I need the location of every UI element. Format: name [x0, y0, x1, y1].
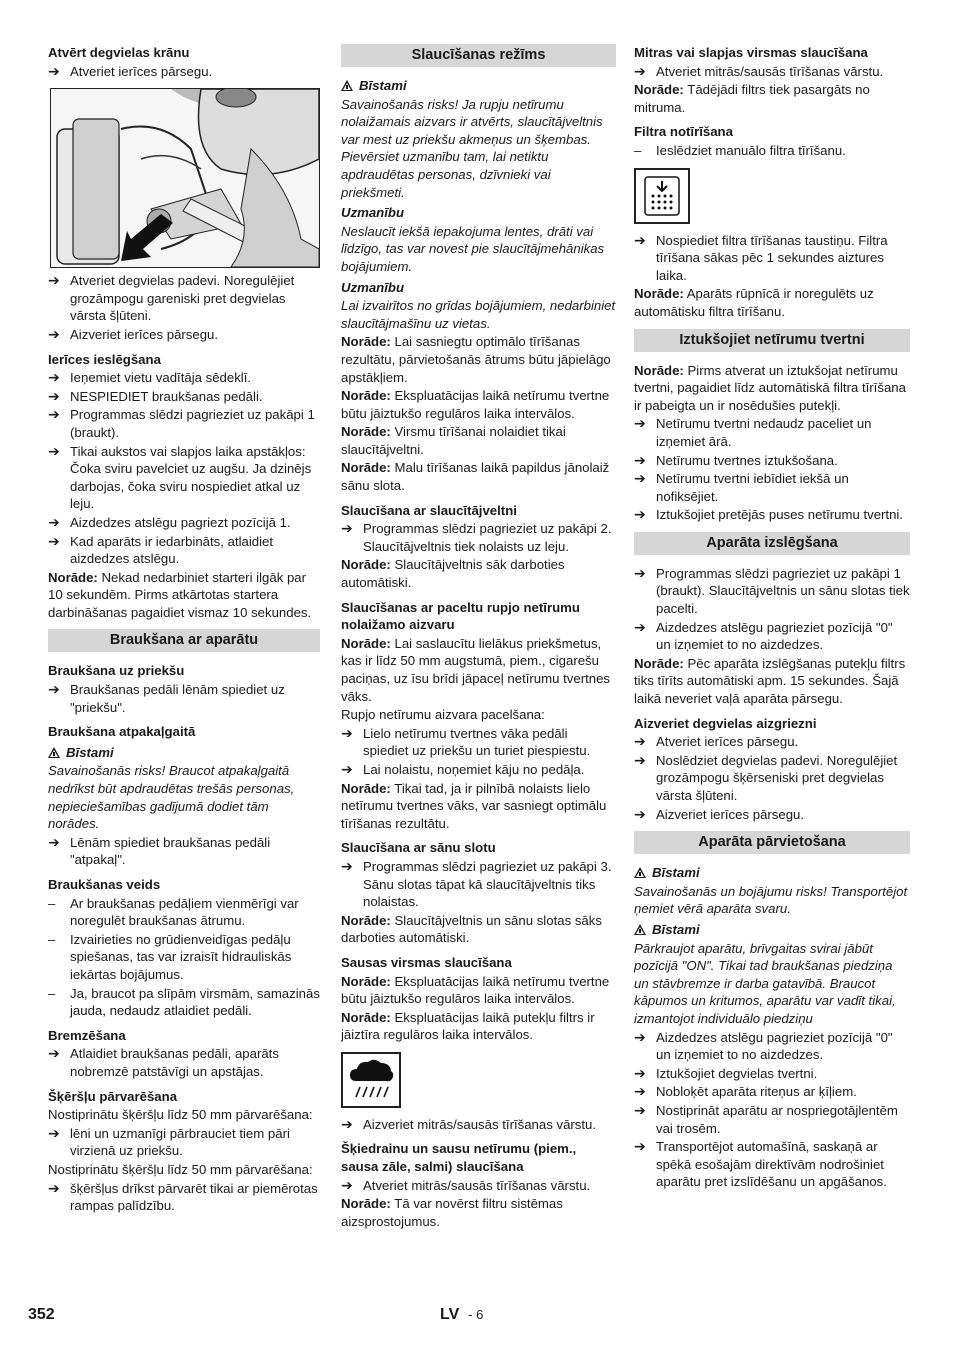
danger-text: Savainošanās risks! Braucot atpakaļgaitā nedrīkst būt apdraudētas trešās personas, nepieciešamības gadījumā dodiet tām norādes. [48, 763, 295, 832]
subheading: Filtra notīrīšana [634, 124, 733, 140]
subheading: Bremzēšana [48, 1027, 126, 1043]
step: ➔ NESPIEDIET braukšanas pedāli. [48, 387, 263, 404]
arrow-right-icon: ➔ [48, 272, 60, 289]
arrow-right-icon: ➔ [48, 325, 60, 342]
subheading: Mitras vai slapjas virsmas slaucīšana [634, 45, 868, 60]
note: Norāde: Malu tīrīšanas laikā papildus jānolaiž sānu slota. [341, 460, 610, 494]
arrow-right-icon: ➔ [634, 451, 646, 468]
step: ➔ Aizdedzes atslēgu pagriezt pozīcijā 1. [48, 513, 291, 530]
note: Norāde: Lai sasniegtu optimālo tīrīšanas rezultātu, pārvietošanās ātrums būtu jāpielāgo apstākļiem. [341, 334, 611, 385]
subheading: Slaucīšana ar slaucītājveltni [341, 502, 517, 518]
subheading: Aizveriet degvielas aizgriezni [634, 715, 817, 731]
step: ➔ Lēnām spiediet braukšanas pedāli "atpakaļ". [48, 833, 271, 868]
paragraph: Nostiprinātu šķēršļu līdz 50 mm pārvarēšana: [48, 1161, 313, 1177]
step: ➔ Atveriet degvielas padevi. Noregulējiet grozāmpogu gareniski pret degvielas vārsta šļūteni. [48, 272, 295, 324]
step: ➔ Aizdedzes atslēgu pagrieziet pozīcijā "0" un izņemiet to no aizdedzes. [634, 1028, 893, 1063]
arrow-right-icon: ➔ [48, 532, 60, 549]
section-heading: Aparāta pārvietošana [634, 831, 910, 854]
subheading: Šķēršļu pārvarēšana [48, 1088, 178, 1104]
arrow-right-icon: ➔ [634, 62, 646, 79]
step: ➔ Braukšanas pedāli lēnām spiediet uz "priekšu". [48, 681, 285, 715]
arrow-right-icon: ➔ [634, 805, 646, 822]
caution-text: Neslaucīt iekšā iepakojuma lentes, drāti vai līdzīgo, tas var novest pie slaucītājmehānikas bojājumiem. [341, 223, 605, 274]
arrow-right-icon: ➔ [634, 733, 646, 750]
page-number: 352 [28, 1306, 55, 1323]
note: Norāde: Lai saslaucītu lielākus priekšmetus, kas ir līdz 50 mm augstumā, piem., cigarešu paciņas, uz īsu brīdi jāpaceļ netīrumu tvertnes vāks. [341, 635, 611, 704]
arrow-right-icon: ➔ [634, 1028, 646, 1045]
subheading: Braukšana atpakaļgaitā [48, 724, 196, 740]
warning-triangle-icon [634, 867, 646, 878]
arrow-right-icon: ➔ [634, 506, 646, 523]
subheading: Braukšanas veids [48, 877, 161, 892]
note: Norāde: Nekad nedarbiniet starteri ilgāk par 10 sekundēm. Pirms atkārtotas startera darbināšanas pagaidiet vismaz 10 sekundes. [48, 569, 312, 620]
step: ➔ Programmas slēdzi pagrieziet uz pakāpi 1 (braukt). Slaucītājveltnis un sānu slotas tiek pacelti. [634, 564, 910, 617]
arrow-right-icon: ➔ [634, 1138, 646, 1155]
arrow-right-icon: ➔ [48, 1179, 60, 1196]
note: Norāde: Tikai tad, ja ir pilnībā nolaists lielo netīrumu tvertnes vāks, var sasniegt optimālu tīrīšanas rezultātu. [341, 780, 607, 831]
danger-text: Savainošanās un bojājumu risks! Transportējot ņemiet vērā aparāta svaru. [634, 883, 908, 917]
paragraph: Rupjo netīrumu aizvara pacelšana: [341, 707, 545, 723]
caution-label: Uzmanību [341, 205, 405, 221]
list-item: – Ja, braucot pa slīpām virsmām, samazinās jauda, nedaudz atlaidiet pedāli. [48, 985, 320, 1019]
danger-label: Bīstami [634, 864, 910, 882]
arrow-right-icon: ➔ [48, 513, 60, 530]
arrow-right-icon: ➔ [48, 681, 60, 698]
arrow-right-icon: ➔ [634, 415, 646, 432]
step: ➔ Programmas slēdzi pagrieziet uz pakāpi 1 (braukt). [48, 406, 315, 440]
arrow-right-icon: ➔ [48, 62, 60, 79]
section-heading: Iztukšojiet netīrumu tvertni [634, 329, 910, 352]
note: Norāde: Virsmu tīrīšanai nolaidiet tikai slaucītājveltni. [341, 424, 566, 457]
note: Norāde: Slaucītājveltnis sāk darboties automātiski. [341, 557, 565, 591]
list-item: – Izvairieties no grūdienveidīgas pedāļu spiešanas, tas var izraisīt hidrauliskās iekārtas bojājumus. [48, 931, 292, 982]
step: ➔ Aizdedzes atslēgu pagrieziet pozīcijā "0" un izņemiet to no aizdedzes. [634, 618, 893, 653]
step: ➔ Lai nolaistu, noņemiet kāju no pedāļa. [341, 760, 585, 777]
step: ➔ Nobloķēt aparāta riteņus ar ķīļiem. [634, 1083, 857, 1100]
section-heading: Braukšana ar aparātu [48, 629, 320, 652]
engine-fuel-valve-illustration [50, 88, 320, 268]
danger-label: Bīstami [48, 744, 320, 762]
arrow-right-icon: ➔ [48, 1124, 60, 1141]
arrow-right-icon: ➔ [48, 369, 60, 386]
warning-triangle-icon [634, 924, 646, 935]
subheading: Slaucīšana ar sānu slotu [341, 840, 496, 856]
note: Norāde: Ekspluatācijas laikā putekļu filtrs ir jāiztīra regulāros laika intervālos. [341, 1009, 595, 1043]
danger-text: Pārkraujot aparātu, brīvgaitas svirai jābūt pozīcijā "ON". Tikai tad braukšanas piedziņa un stāvbremze ir darba gatavībā. Braucot kāpumos un kritumos, aparātu var vadīt tikai, izmantojot individuālo piedziņu [634, 940, 896, 1026]
step: ➔ Programmas slēdzi pagrieziet uz pakāpi 3. Sānu slotas tāpat kā slaucītājveltnis tiks nolaistas. [341, 857, 612, 910]
arrow-right-icon: ➔ [341, 760, 353, 777]
caution-label: Uzmanību [341, 279, 405, 295]
step: ➔ Atveriet ierīces pārsegu. [634, 733, 799, 750]
arrow-right-icon: ➔ [341, 1176, 353, 1193]
note: Norāde: Slaucītājveltnis un sānu slotas sāks darboties automātiski. [341, 912, 602, 946]
subheading: Braukšana uz priekšu [48, 663, 185, 679]
arrow-right-icon: ➔ [341, 857, 353, 874]
step: ➔ Aizveriet ierīces pārsegu. [634, 805, 805, 822]
arrow-right-icon: ➔ [634, 231, 646, 248]
step: ➔ Kad aparāts ir iedarbināts, atlaidiet aizdedzes atslēgu. [48, 532, 274, 567]
step: ➔ Nostiprināt aparātu ar nospriegotājlentēm vai trosēm. [634, 1101, 898, 1136]
subheading: Slaucīšanas ar paceltu rupjo netīrumu nolaižamo aizvaru [341, 599, 580, 633]
step: ➔ Transportējot automašīnā, saskaņā ar spēkā esošajām direktīvām nodrošiniet aparātu pret izslīdēšanu un apgāšanos. [634, 1138, 887, 1190]
arrow-right-icon: ➔ [341, 724, 353, 741]
step: ➔ Noslēdziet degvielas padevi. Noregulējiet grozāmpogu šķērseniski pret degvielas vārsta šļūteni. [634, 751, 898, 803]
step: ➔ Netīrumu tvertni nedaudz paceliet un izņemiet ārā. [634, 415, 872, 449]
step: ➔ Atveriet mitrās/sausās tīrīšanas vārstu. [341, 1176, 591, 1193]
warning-triangle-icon [48, 747, 60, 758]
danger-text: Savainošanās risks! Ja rupju netīrumu nolaižamais aizvars ir atvērts, slaucītājveltnis var mest uz priekšu akmeņus un šķembas. Pievērsiet uzmanību tam, lai netiktu apdraudētas personas, dzīvnieki vai priekšmeti. [341, 96, 603, 200]
footer-language: LV - 6 [440, 1306, 484, 1323]
note: Norāde: Pēc aparāta izslēgšanas putekļu filtrs tiks tīrīts automātiski apm. 15 sekundes. Šajā laikā neveriet vaļā aparāta pārsegu. [634, 655, 906, 707]
arrow-right-icon: ➔ [634, 1101, 646, 1118]
column-left [48, 44, 320, 1216]
warning-triangle-icon [341, 80, 353, 91]
step: ➔ Lielo netīrumu tvertnes vāka pedāli spiediet uz priekšu un turiet piespiestu. [341, 724, 591, 759]
arrow-right-icon: ➔ [48, 387, 60, 404]
danger-label: Bīstami [341, 77, 616, 95]
step: ➔ Aizveriet ierīces pārsegu. [48, 325, 219, 342]
column-middle [341, 44, 616, 1231]
subheading: Atvērt degvielas krānu [48, 45, 190, 60]
arrow-right-icon: ➔ [634, 470, 646, 487]
step: ➔ Ieņemiet vietu vadītāja sēdeklī. [48, 369, 252, 386]
section-heading: Aparāta izslēgšana [634, 532, 910, 555]
cloud-rain-icon [341, 1052, 401, 1108]
step: ➔ Aizveriet mitrās/sausās tīrīšanas vārstu. [341, 1115, 597, 1132]
step: ➔ Iztukšojiet pretējās puses netīrumu tvertni. [634, 506, 904, 523]
section-heading: Slaucīšanas režīms [341, 44, 616, 67]
column-right [634, 44, 910, 1192]
step: ➔ Iztukšojiet degvielas tvertni. [634, 1064, 818, 1081]
arrow-right-icon: ➔ [634, 1064, 646, 1081]
step: ➔ Nospiediet filtra tīrīšanas taustiņu. Filtra tīrīšana sākas pēc 1 sekundes aiztures laika. [634, 231, 888, 283]
subheading: Šķiedrainu un sausu netīrumu (piem., sausa zāle, salmi) slaucīšana [341, 1141, 577, 1175]
step: ➔ Tikai aukstos vai slapjos laika apstākļos: Čoka sviru pavelciet uz augšu. Ja dzinējs darbojas, čoka sviru nospiediet atkal uz leju. [48, 442, 312, 512]
arrow-right-icon: ➔ [634, 618, 646, 635]
note: Norāde: Tā var novērst filtru sistēmas aizsprostojumus. [341, 1196, 563, 1229]
arrow-right-icon: ➔ [634, 564, 646, 581]
caution-text: Lai izvairītos no grīdas bojājumiem, nedarbiniet slaucītājmašīnu uz vietas. [341, 298, 616, 331]
arrow-right-icon: ➔ [341, 1115, 353, 1132]
arrow-right-icon: ➔ [48, 1045, 60, 1062]
filter-cleaning-icon [634, 168, 690, 224]
subheading: Sausas virsmas slaucīšana [341, 954, 512, 970]
arrow-right-icon: ➔ [634, 1083, 646, 1100]
danger-label: Bīstami [634, 921, 910, 939]
note: Norāde: Aparāts rūpnīcā ir noregulēts uz automātisku filtra tīrīšanu. [634, 286, 874, 319]
arrow-right-icon: ➔ [48, 406, 60, 423]
list-item: – Ieslēdziet manuālo filtra tīrīšanu. [634, 142, 846, 158]
note: Norāde: Ekspluatācijas laikā netīrumu tvertne būtu jāiztukšo regulāros laika intervālos. [341, 388, 610, 421]
step: ➔ šķēršļus drīkst pārvarēt tikai ar piemērotas rampas palīdzību. [48, 1179, 318, 1214]
arrow-right-icon: ➔ [634, 751, 646, 768]
arrow-right-icon: ➔ [48, 833, 60, 850]
arrow-right-icon: ➔ [341, 520, 353, 537]
list-item: – Ar braukšanas pedāļiem vienmērīgi var noregulēt braukšanas ātrumu. [48, 895, 299, 929]
step: ➔ Netīrumu tvertni iebīdiet iekšā un nofiksējiet. [634, 470, 849, 504]
step: ➔ Atlaidiet braukšanas pedāli, aparāts nobremzē patstāvīgi un apstājas. [48, 1045, 279, 1079]
arrow-right-icon: ➔ [48, 442, 60, 459]
note: Norāde: Tādējādi filtrs tiek pasargāts no mitruma. [634, 82, 870, 115]
step: ➔ Atveriet mitrās/sausās tīrīšanas vārstu. [634, 62, 884, 79]
step: ➔ lēni un uzmanīgi pārbrauciet tiem pāri virzienā uz priekšu. [48, 1124, 290, 1159]
step: ➔ Netīrumu tvertnes iztukšošana. [634, 451, 838, 468]
note: Norāde: Ekspluatācijas laikā netīrumu tvertne būtu jāiztukšo regulāros laika intervālos. [341, 973, 610, 1007]
subheading: Ierīces ieslēgšana [48, 351, 161, 367]
note: Norāde: Pirms atverat un iztukšojat netīrumu tvertni, pagaidiet līdz automātiskā filtra tīrīšana ir pabeigta un ir nosēdušies putekļi. [634, 362, 906, 413]
paragraph: Nostiprinātu šķēršļu līdz 50 mm pārvarēšana: [48, 1107, 313, 1123]
step: ➔ Programmas slēdzi pagrieziet uz pakāpi 2. Slaucītājveltnis tiek nolaists uz leju. [341, 520, 612, 554]
step: ➔ Atveriet ierīces pārsegu. [48, 62, 213, 79]
